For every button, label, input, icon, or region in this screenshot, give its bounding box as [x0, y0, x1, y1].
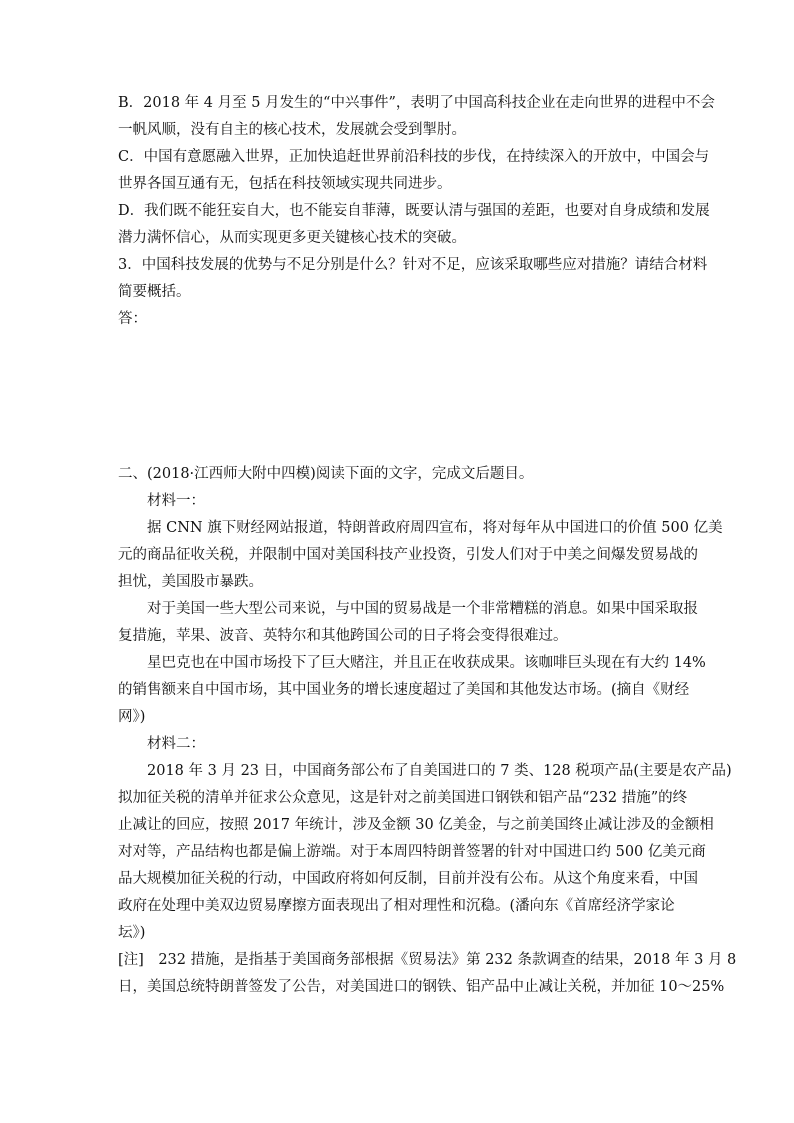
paragraph-line: 复措施，苹果、波音、英特尔和其他跨国公司的日子将会变得很难过。: [118, 628, 568, 644]
option-d-line: 潜力满怀信心，从而实现更多更关键核心技术的突破。: [118, 230, 466, 246]
option-b-line: 一帆风顺，没有自主的核心技术，发展就会受到掣肘。: [118, 122, 466, 138]
option-c-line: 世界各国互通有无，包括在科技领域实现共同进步。: [118, 176, 452, 192]
option-b: [118, 90, 715, 144]
paragraph-line: 对于美国一些大型公司来说，与中国的贸易战是一个非常糟糕的消息。如果中国采取报: [147, 601, 698, 617]
material-2-label: 材料二：: [147, 736, 205, 752]
paragraph-line: 元的商品征收关税，并限制中国对美国科技产业投资，引发人们对于中美之间爆发贸易战的: [118, 547, 698, 563]
paragraph-line: 坛》): [118, 925, 146, 941]
question-3-line: 3．中国科技发展的优势与不足分别是什么？针对不足，应该采取哪些应对措施？请结合材料: [118, 257, 708, 273]
question-3: [118, 252, 708, 306]
document-page: [118, 90, 737, 1001]
material-2-paragraph-1: [118, 758, 732, 947]
paragraph-line: 品大规模加征关税的行动，中国政府将如何反制，目前并没有公布。从这个角度来看，中国: [118, 871, 698, 887]
option-d-line: D．我们既不能狂妄自大，也不能妄自菲薄，既要认清与强国的差距，也要对自身成绩和发展: [118, 203, 710, 219]
paragraph-line: 担忧，美国股市暴跌。: [118, 574, 263, 590]
option-c-line: C．中国有意愿融入世界，正加快追赶世界前沿科技的步伐，在持续深入的开放中，中国会与: [118, 149, 710, 165]
material-1-paragraph-3: [118, 650, 706, 731]
note: [118, 947, 737, 1001]
option-c: [118, 144, 710, 198]
note-line: 日，美国总统特朗普签发了公告，对美国进口的钢铁、铝产品中止减让关税，并加征 10～25%: [118, 979, 725, 995]
material-1-paragraph-1: [118, 515, 723, 596]
paragraph-line: 网》): [118, 709, 146, 725]
answer-label: 答：: [118, 311, 147, 327]
paragraph-line: 2018 年 3 月 23 日，中国商务部公布了自美国进口的 7 类、128 税项产品(主要是农产品): [147, 763, 732, 779]
note-line: [注] 232 措施，是指基于美国商务部根据《贸易法》第 232 条款调查的结果，2018 年 3 月 8: [118, 952, 737, 968]
option-b-line: B．2018 年 4 月至 5 月发生的“中兴事件”，表明了中国高科技企业在走向世界的进程中不会: [118, 95, 715, 111]
answer-space: [118, 333, 680, 461]
paragraph-line: 星巴克也在中国市场投下了巨大赌注，并且正在收获成果。该咖啡巨头现在有大约 14%: [147, 655, 706, 671]
paragraph-line: 据 CNN 旗下财经网站报道，特朗普政府周四宣布，将对每年从中国进口的价值 500 亿美: [147, 520, 723, 536]
material-1-label: 材料一：: [147, 493, 205, 509]
paragraph-line: 的销售额来自中国市场，其中国业务的增长速度超过了美国和其他发达市场。(摘自《财经: [118, 682, 690, 698]
option-d: [118, 198, 710, 252]
section-2-heading: 二、(2018·江西师大附中四模)阅读下面的文字，完成文后题目。: [118, 466, 534, 482]
paragraph-line: 止减让的回应，按照 2017 年统计，涉及金额 30 亿美金，与之前美国终止减让涉及的金额相: [118, 817, 714, 833]
paragraph-line: 拟加征关税的清单并征求公众意见，这是针对之前美国进口钢铁和铝产品“232 措施”的终: [118, 790, 688, 806]
paragraph-line: 政府在处理中美双边贸易摩擦方面表现出了相对理性和沉稳。(潘向东《首席经济学家论: [118, 898, 675, 914]
paragraph-line: 对对等，产品结构也都是偏上游端。对于本周四特朗普签署的针对中国进口约 500 亿美元商: [118, 844, 706, 860]
question-3-line: 简要概括。: [118, 284, 191, 300]
material-1-paragraph-2: [118, 596, 698, 650]
